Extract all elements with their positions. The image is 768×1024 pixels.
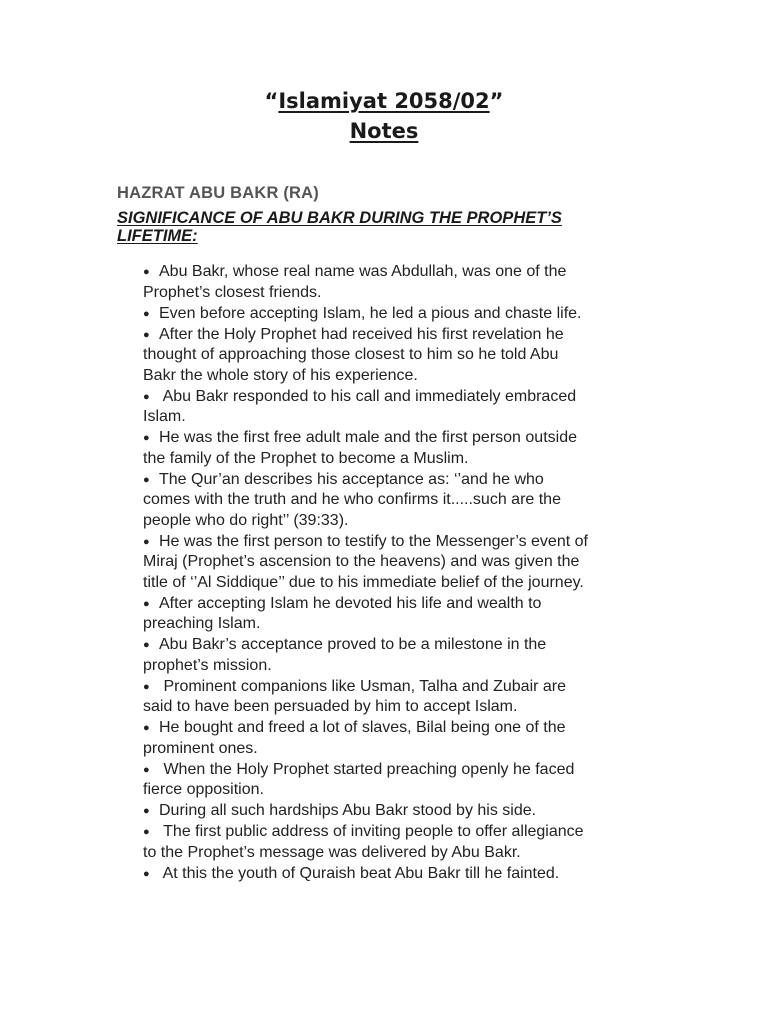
list-item-text: Prominent companions like Usman, Talha and Zubair are said to have been persuaded by him to accept Islam. (143, 677, 567, 715)
list-item (143, 677, 663, 718)
list-item (143, 325, 663, 387)
list-item-text: Abu Bakr responded to his call and immediately embraced Islam. (143, 387, 577, 425)
list-item-text: The first public address of inviting people to offer allegiance to the Prophet’s message was delivered by Abu Bakr. (143, 823, 584, 861)
list-item-text: When the Holy Prophet started preaching openly he faced fierce opposition. (143, 760, 575, 798)
list-item-text: During all such hardships Abu Bakr stood by his side. (159, 802, 537, 819)
document-subtitle: Notes (349, 119, 419, 143)
list-item (143, 822, 663, 863)
section-subheading: SIGNIFICANCE OF ABU BAKR DURING THE PROPHET’S LIFETIME: (117, 209, 562, 245)
section-heading: HAZRAT ABU BAKR (RA) (117, 184, 319, 202)
bullet-icon: ● (143, 867, 150, 880)
list-item (143, 428, 663, 469)
list-item-text: Abu Bakr, whose real name was Abdullah, was one of the Prophet’s closest friends. (143, 263, 567, 301)
list-item-text: At this the youth of Quraish beat Abu Bakr till he fainted. (159, 864, 560, 882)
bullet-icon: ● (143, 328, 150, 341)
title-close-quote: ” (489, 89, 504, 113)
list-item (143, 532, 663, 594)
list-item (143, 718, 663, 759)
list-item (143, 470, 663, 532)
bullet-icon: ● (143, 722, 150, 734)
bullet-icon: ● (143, 266, 150, 278)
list-item (143, 387, 663, 428)
bullet-icon: ● (143, 805, 150, 817)
bullet-icon: ● (143, 826, 150, 838)
list-item (143, 304, 663, 325)
list-item-text: After accepting Islam he devoted his life and wealth to preaching Islam. (143, 594, 542, 632)
list-item (143, 864, 663, 885)
document-title (0, 86, 768, 116)
bullet-icon: ● (143, 535, 150, 548)
bullet-icon: ● (143, 473, 150, 486)
bullet-icon: ● (143, 597, 150, 610)
list-item (143, 760, 663, 801)
list-item (143, 594, 663, 635)
list-item-text: He was the first person to testify to the Messenger’s event of Miraj (Prophet’s ascension to the heavens) and was given the title of ‘’Al Siddique’’ due to his immediate belief of the journey. (143, 532, 588, 591)
list-item-text: The Qur’an describes his acceptance as: ‘’and he who comes with the truth and he who confirms it.....such are the people who do right’’ (39:33). (143, 470, 561, 529)
list-item-text: Abu Bakr’s acceptance proved to be a milestone in the prophet’s mission. (143, 636, 547, 674)
bullet-icon: ● (143, 307, 150, 320)
bullet-icon: ● (143, 639, 150, 651)
list-item (143, 801, 663, 822)
list-item-text: He was the first free adult male and the first person outside the family of the Prophet to become a Muslim. (143, 429, 577, 467)
document-title-block (0, 86, 768, 146)
list-item (143, 635, 663, 676)
title-text: Islamiyat 2058/02 (278, 89, 490, 113)
bullet-icon: ● (143, 763, 150, 776)
bullet-list (143, 262, 663, 885)
list-item-text: After the Holy Prophet had received his first revelation he thought of approaching those closest to him so he told Abu Bakr the whole story of his experience. (143, 325, 564, 384)
list-item-text: He bought and freed a lot of slaves, Bilal being one of the prominent ones. (143, 719, 566, 757)
bullet-icon: ● (143, 390, 150, 403)
list-item (143, 262, 663, 303)
list-item-text: Even before accepting Islam, he led a pious and chaste life. (159, 304, 582, 322)
bullet-icon: ● (143, 680, 150, 693)
title-open-quote: “ (264, 89, 279, 113)
bullet-icon: ● (143, 432, 150, 444)
